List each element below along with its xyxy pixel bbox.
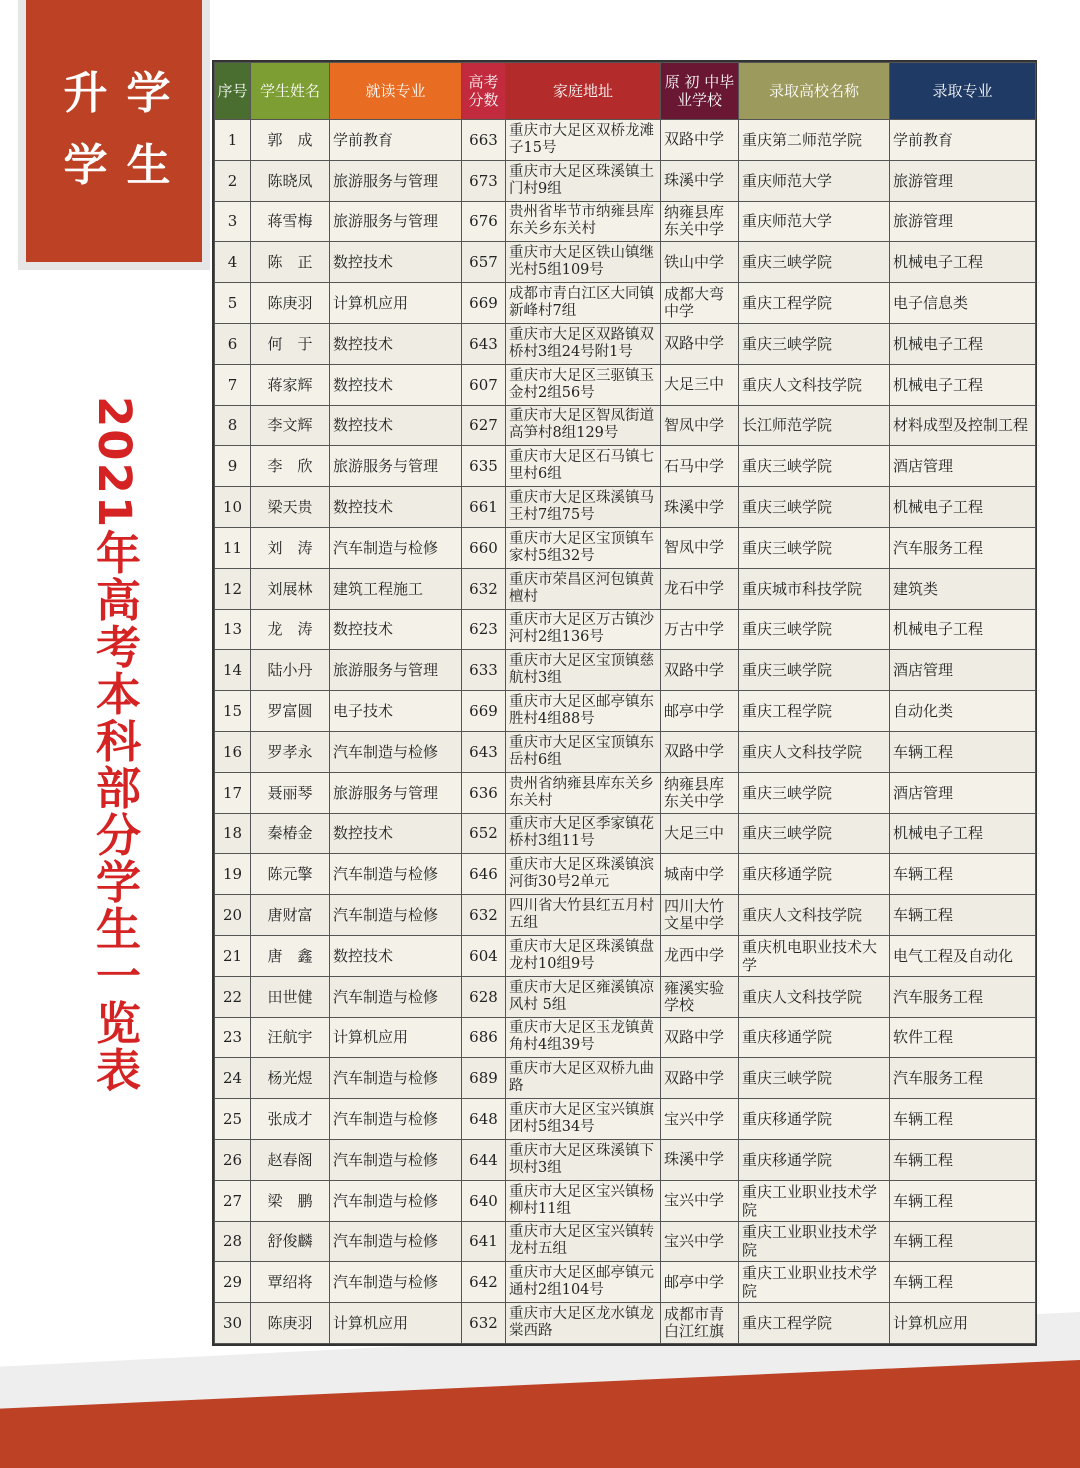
cell-student-name: 陈元擎 xyxy=(251,854,330,895)
cell-student-name: 蒋雪梅 xyxy=(251,201,330,242)
cell-admitted-major: 机械电子工程 xyxy=(890,813,1036,854)
cell-middle-school: 成都大弯中学 xyxy=(661,283,739,324)
cell-university: 重庆工业职业技术学院 xyxy=(739,1180,890,1221)
cell-address: 重庆市大足区珠溪镇盘龙村10组9号 xyxy=(506,935,661,976)
category-badge xyxy=(26,0,202,262)
table-row xyxy=(215,568,1036,609)
header-admitted-major: 录取专业 xyxy=(890,63,1036,120)
table-row xyxy=(215,854,1036,895)
table-row xyxy=(215,1139,1036,1180)
cell-student-name: 陈庚羽 xyxy=(251,283,330,324)
cell-admitted-major: 汽车服务工程 xyxy=(890,1058,1036,1099)
cell-middle-school: 双路中学 xyxy=(661,650,739,691)
badge-char: 生 xyxy=(126,140,171,191)
cell-middle-school: 纳雍县库东关中学 xyxy=(661,201,739,242)
table-row xyxy=(215,364,1036,405)
cell-address: 重庆市大足区雍溪镇凉风村 5组 xyxy=(506,976,661,1017)
cell-middle-school: 邮亭中学 xyxy=(661,691,739,732)
cell-score: 640 xyxy=(462,1180,506,1221)
cell-score: 632 xyxy=(462,568,506,609)
cell-address: 重庆市大足区宝兴镇旗团村5组34号 xyxy=(506,1099,661,1140)
table-row xyxy=(215,1262,1036,1303)
table-row xyxy=(215,1180,1036,1221)
cell-admitted-major: 酒店管理 xyxy=(890,772,1036,813)
cell-major: 旅游服务与管理 xyxy=(330,650,462,691)
cell-address: 重庆市荣昌区河包镇黄檀村 xyxy=(506,568,661,609)
table-row xyxy=(215,935,1036,976)
cell-score: 628 xyxy=(462,976,506,1017)
cell-middle-school: 双路中学 xyxy=(661,1017,739,1058)
cell-middle-school: 珠溪中学 xyxy=(661,487,739,528)
cell-address: 重庆市大足区季家镇花桥村3组11号 xyxy=(506,813,661,854)
cell-seq: 28 xyxy=(215,1221,251,1262)
cell-seq: 22 xyxy=(215,976,251,1017)
table-row xyxy=(215,242,1036,283)
cell-university: 重庆第二师范学院 xyxy=(739,120,890,161)
table-row xyxy=(215,731,1036,772)
cell-university: 重庆人文科技学院 xyxy=(739,895,890,936)
cell-address: 重庆市大足区铁山镇继光村5组109号 xyxy=(506,242,661,283)
cell-seq: 26 xyxy=(215,1139,251,1180)
cell-university: 重庆工程学院 xyxy=(739,1303,890,1344)
header-score: 高考分数 xyxy=(462,63,506,120)
cell-score: 635 xyxy=(462,446,506,487)
cell-address: 重庆市大足区宝顶镇慈航村3组 xyxy=(506,650,661,691)
cell-admitted-major: 机械电子工程 xyxy=(890,487,1036,528)
cell-seq: 4 xyxy=(215,242,251,283)
cell-score: 641 xyxy=(462,1221,506,1262)
cell-address: 重庆市大足区万古镇沙河村2组136号 xyxy=(506,609,661,650)
header-seq: 序号 xyxy=(215,63,251,120)
page-title: 2021年高考本科部分学生一览表 xyxy=(88,396,141,1094)
cell-student-name: 龙 涛 xyxy=(251,609,330,650)
cell-seq: 2 xyxy=(215,160,251,201)
table-row xyxy=(215,1303,1036,1344)
cell-major: 汽车制造与检修 xyxy=(330,731,462,772)
cell-score: 660 xyxy=(462,527,506,568)
table-row xyxy=(215,772,1036,813)
cell-major: 数控技术 xyxy=(330,364,462,405)
cell-university: 重庆移通学院 xyxy=(739,854,890,895)
header-row xyxy=(215,63,1036,120)
cell-seq: 16 xyxy=(215,731,251,772)
cell-major: 汽车制造与检修 xyxy=(330,1262,462,1303)
cell-address: 重庆市大足区龙水镇龙棠西路 xyxy=(506,1303,661,1344)
table-row xyxy=(215,283,1036,324)
cell-student-name: 唐 鑫 xyxy=(251,935,330,976)
cell-student-name: 陈庚羽 xyxy=(251,1303,330,1344)
cell-seq: 27 xyxy=(215,1180,251,1221)
cell-seq: 9 xyxy=(215,446,251,487)
cell-major: 建筑工程施工 xyxy=(330,568,462,609)
cell-score: 669 xyxy=(462,283,506,324)
cell-student-name: 汪航宇 xyxy=(251,1017,330,1058)
cell-middle-school: 石马中学 xyxy=(661,446,739,487)
students-table xyxy=(214,62,1036,1344)
cell-student-name: 刘展林 xyxy=(251,568,330,609)
cell-score: 661 xyxy=(462,487,506,528)
cell-university: 重庆三峡学院 xyxy=(739,242,890,283)
students-table-wrapper xyxy=(212,60,1037,1346)
cell-seq: 10 xyxy=(215,487,251,528)
cell-university: 重庆城市科技学院 xyxy=(739,568,890,609)
table-row xyxy=(215,1221,1036,1262)
cell-student-name: 杨光煜 xyxy=(251,1058,330,1099)
cell-student-name: 陆小丹 xyxy=(251,650,330,691)
cell-seq: 21 xyxy=(215,935,251,976)
cell-student-name: 舒俊麟 xyxy=(251,1221,330,1262)
cell-address: 重庆市大足区珠溪镇滨河街30号2单元 xyxy=(506,854,661,895)
cell-major: 计算机应用 xyxy=(330,1303,462,1344)
cell-score: 633 xyxy=(462,650,506,691)
cell-middle-school: 智凤中学 xyxy=(661,527,739,568)
cell-major: 汽车制造与检修 xyxy=(330,1139,462,1180)
cell-admitted-major: 车辆工程 xyxy=(890,1180,1036,1221)
cell-middle-school: 双路中学 xyxy=(661,120,739,161)
cell-address: 重庆市大足区珠溪镇下坝村3组 xyxy=(506,1139,661,1180)
cell-middle-school: 双路中学 xyxy=(661,1058,739,1099)
cell-middle-school: 城南中学 xyxy=(661,854,739,895)
cell-major: 数控技术 xyxy=(330,609,462,650)
cell-middle-school: 宝兴中学 xyxy=(661,1180,739,1221)
cell-score: 663 xyxy=(462,120,506,161)
cell-address: 贵州省毕节市纳雍县库东关乡东关村 xyxy=(506,201,661,242)
cell-major: 数控技术 xyxy=(330,935,462,976)
cell-admitted-major: 酒店管理 xyxy=(890,650,1036,691)
cell-seq: 24 xyxy=(215,1058,251,1099)
cell-seq: 30 xyxy=(215,1303,251,1344)
cell-address: 重庆市大足区双桥九曲路 xyxy=(506,1058,661,1099)
header-middle-school: 原 初 中毕业学校 xyxy=(661,63,739,120)
cell-major: 汽车制造与检修 xyxy=(330,895,462,936)
cell-major: 汽车制造与检修 xyxy=(330,1180,462,1221)
cell-admitted-major: 电气工程及自动化 xyxy=(890,935,1036,976)
cell-university: 重庆机电职业技术大学 xyxy=(739,935,890,976)
cell-score: 673 xyxy=(462,160,506,201)
table-row xyxy=(215,201,1036,242)
cell-university: 重庆师范大学 xyxy=(739,201,890,242)
cell-major: 旅游服务与管理 xyxy=(330,201,462,242)
cell-middle-school: 铁山中学 xyxy=(661,242,739,283)
cell-address: 重庆市大足区宝顶镇东岳村6组 xyxy=(506,731,661,772)
cell-university: 重庆三峡学院 xyxy=(739,650,890,691)
cell-address: 重庆市大足区邮亭镇元通村2组104号 xyxy=(506,1262,661,1303)
cell-admitted-major: 汽车服务工程 xyxy=(890,976,1036,1017)
cell-university: 重庆三峡学院 xyxy=(739,527,890,568)
cell-middle-school: 智凤中学 xyxy=(661,405,739,446)
table-row xyxy=(215,895,1036,936)
cell-score: 623 xyxy=(462,609,506,650)
cell-admitted-major: 车辆工程 xyxy=(890,1139,1036,1180)
badge-char: 学 xyxy=(126,68,171,119)
cell-major: 旅游服务与管理 xyxy=(330,772,462,813)
cell-seq: 15 xyxy=(215,691,251,732)
cell-middle-school: 珠溪中学 xyxy=(661,1139,739,1180)
cell-university: 重庆移通学院 xyxy=(739,1017,890,1058)
badge-char: 学 xyxy=(63,140,108,191)
table-row xyxy=(215,691,1036,732)
cell-major: 汽车制造与检修 xyxy=(330,1221,462,1262)
cell-score: 648 xyxy=(462,1099,506,1140)
cell-university: 重庆移通学院 xyxy=(739,1099,890,1140)
cell-score: 636 xyxy=(462,772,506,813)
cell-admitted-major: 材料成型及控制工程 xyxy=(890,405,1036,446)
cell-middle-school: 大足三中 xyxy=(661,364,739,405)
cell-admitted-major: 酒店管理 xyxy=(890,446,1036,487)
cell-address: 成都市青白江区大同镇新峰村7组 xyxy=(506,283,661,324)
cell-admitted-major: 机械电子工程 xyxy=(890,323,1036,364)
cell-address: 重庆市大足区智凤街道高笋村8组129号 xyxy=(506,405,661,446)
cell-student-name: 张成才 xyxy=(251,1099,330,1140)
cell-seq: 29 xyxy=(215,1262,251,1303)
cell-admitted-major: 机械电子工程 xyxy=(890,242,1036,283)
cell-university: 重庆工业职业技术学院 xyxy=(739,1262,890,1303)
cell-admitted-major: 旅游管理 xyxy=(890,160,1036,201)
cell-middle-school: 四川大竹文星中学 xyxy=(661,895,739,936)
cell-middle-school: 雍溪实验学校 xyxy=(661,976,739,1017)
cell-major: 旅游服务与管理 xyxy=(330,160,462,201)
cell-major: 汽车制造与检修 xyxy=(330,527,462,568)
cell-address: 重庆市大足区宝兴镇杨柳村11组 xyxy=(506,1180,661,1221)
cell-score: 652 xyxy=(462,813,506,854)
cell-seq: 25 xyxy=(215,1099,251,1140)
table-row xyxy=(215,160,1036,201)
cell-student-name: 蒋家辉 xyxy=(251,364,330,405)
cell-major: 数控技术 xyxy=(330,323,462,364)
cell-student-name: 梁 鹏 xyxy=(251,1180,330,1221)
cell-major: 汽车制造与检修 xyxy=(330,1099,462,1140)
table-row xyxy=(215,120,1036,161)
cell-university: 重庆三峡学院 xyxy=(739,446,890,487)
cell-middle-school: 双路中学 xyxy=(661,731,739,772)
cell-address: 重庆市大足区邮亭镇东胜村4组88号 xyxy=(506,691,661,732)
cell-admitted-major: 自动化类 xyxy=(890,691,1036,732)
cell-major: 汽车制造与检修 xyxy=(330,854,462,895)
cell-address: 重庆市大足区珠溪镇土门村9组 xyxy=(506,160,661,201)
cell-score: 686 xyxy=(462,1017,506,1058)
cell-major: 汽车制造与检修 xyxy=(330,976,462,1017)
cell-student-name: 罗孝永 xyxy=(251,731,330,772)
cell-admitted-major: 机械电子工程 xyxy=(890,609,1036,650)
cell-university: 重庆人文科技学院 xyxy=(739,731,890,772)
cell-student-name: 赵春阁 xyxy=(251,1139,330,1180)
cell-university: 重庆工程学院 xyxy=(739,283,890,324)
cell-major: 数控技术 xyxy=(330,242,462,283)
cell-student-name: 李文辉 xyxy=(251,405,330,446)
cell-student-name: 陈 正 xyxy=(251,242,330,283)
table-row xyxy=(215,527,1036,568)
table-row xyxy=(215,813,1036,854)
cell-student-name: 田世健 xyxy=(251,976,330,1017)
table-row xyxy=(215,650,1036,691)
cell-seq: 1 xyxy=(215,120,251,161)
cell-major: 电子技术 xyxy=(330,691,462,732)
cell-address: 重庆市大足区石马镇七里村6组 xyxy=(506,446,661,487)
header-address: 家庭地址 xyxy=(506,63,661,120)
cell-major: 学前教育 xyxy=(330,120,462,161)
table-row xyxy=(215,1099,1036,1140)
cell-score: 627 xyxy=(462,405,506,446)
cell-university: 重庆三峡学院 xyxy=(739,323,890,364)
cell-score: 646 xyxy=(462,854,506,895)
table-row xyxy=(215,446,1036,487)
cell-seq: 12 xyxy=(215,568,251,609)
cell-seq: 17 xyxy=(215,772,251,813)
cell-score: 657 xyxy=(462,242,506,283)
cell-address: 四川省大竹县红五月村五组 xyxy=(506,895,661,936)
cell-seq: 5 xyxy=(215,283,251,324)
cell-major: 汽车制造与检修 xyxy=(330,1058,462,1099)
cell-university: 重庆工程学院 xyxy=(739,691,890,732)
cell-admitted-major: 车辆工程 xyxy=(890,1221,1036,1262)
cell-middle-school: 珠溪中学 xyxy=(661,160,739,201)
cell-admitted-major: 旅游管理 xyxy=(890,201,1036,242)
cell-admitted-major: 计算机应用 xyxy=(890,1303,1036,1344)
cell-seq: 14 xyxy=(215,650,251,691)
cell-admitted-major: 车辆工程 xyxy=(890,1099,1036,1140)
cell-student-name: 何 于 xyxy=(251,323,330,364)
cell-seq: 13 xyxy=(215,609,251,650)
cell-seq: 6 xyxy=(215,323,251,364)
cell-university: 重庆三峡学院 xyxy=(739,813,890,854)
table-row xyxy=(215,976,1036,1017)
cell-admitted-major: 车辆工程 xyxy=(890,895,1036,936)
cell-admitted-major: 车辆工程 xyxy=(890,854,1036,895)
cell-admitted-major: 学前教育 xyxy=(890,120,1036,161)
cell-student-name: 秦椿金 xyxy=(251,813,330,854)
table-row xyxy=(215,405,1036,446)
cell-middle-school: 宝兴中学 xyxy=(661,1221,739,1262)
cell-middle-school: 大足三中 xyxy=(661,813,739,854)
cell-student-name: 覃绍将 xyxy=(251,1262,330,1303)
table-row xyxy=(215,1017,1036,1058)
cell-score: 642 xyxy=(462,1262,506,1303)
cell-address: 重庆市大足区双路镇双桥村3组24号附1号 xyxy=(506,323,661,364)
cell-university: 长江师范学院 xyxy=(739,405,890,446)
cell-middle-school: 邮亭中学 xyxy=(661,1262,739,1303)
cell-admitted-major: 电子信息类 xyxy=(890,283,1036,324)
cell-middle-school: 双路中学 xyxy=(661,323,739,364)
cell-admitted-major: 软件工程 xyxy=(890,1017,1036,1058)
cell-university: 重庆人文科技学院 xyxy=(739,364,890,405)
cell-student-name: 李 欣 xyxy=(251,446,330,487)
cell-university: 重庆三峡学院 xyxy=(739,772,890,813)
table-row xyxy=(215,609,1036,650)
cell-middle-school: 万古中学 xyxy=(661,609,739,650)
cell-major: 计算机应用 xyxy=(330,1017,462,1058)
cell-score: 643 xyxy=(462,323,506,364)
cell-university: 重庆师范大学 xyxy=(739,160,890,201)
header-major: 就读专业 xyxy=(330,63,462,120)
cell-middle-school: 成都市青白江红旗 xyxy=(661,1303,739,1344)
header-university: 录取高校名称 xyxy=(739,63,890,120)
cell-score: 676 xyxy=(462,201,506,242)
table-row xyxy=(215,1058,1036,1099)
cell-student-name: 郭 成 xyxy=(251,120,330,161)
cell-student-name: 梁天贵 xyxy=(251,487,330,528)
cell-university: 重庆人文科技学院 xyxy=(739,976,890,1017)
cell-admitted-major: 车辆工程 xyxy=(890,1262,1036,1303)
cell-address: 贵州省纳雍县库东关乡东关村 xyxy=(506,772,661,813)
cell-admitted-major: 建筑类 xyxy=(890,568,1036,609)
cell-score: 669 xyxy=(462,691,506,732)
table-row xyxy=(215,487,1036,528)
cell-seq: 7 xyxy=(215,364,251,405)
cell-university: 重庆三峡学院 xyxy=(739,487,890,528)
cell-middle-school: 宝兴中学 xyxy=(661,1099,739,1140)
cell-admitted-major: 机械电子工程 xyxy=(890,364,1036,405)
cell-score: 644 xyxy=(462,1139,506,1180)
cell-university: 重庆工业职业技术学院 xyxy=(739,1221,890,1262)
cell-seq: 3 xyxy=(215,201,251,242)
cell-major: 数控技术 xyxy=(330,487,462,528)
cell-student-name: 罗富圆 xyxy=(251,691,330,732)
cell-major: 数控技术 xyxy=(330,405,462,446)
cell-student-name: 刘 涛 xyxy=(251,527,330,568)
cell-address: 重庆市大足区双桥龙滩子15号 xyxy=(506,120,661,161)
cell-middle-school: 龙石中学 xyxy=(661,568,739,609)
cell-seq: 19 xyxy=(215,854,251,895)
cell-seq: 18 xyxy=(215,813,251,854)
badge-char: 升 xyxy=(63,68,108,119)
cell-seq: 11 xyxy=(215,527,251,568)
cell-score: 604 xyxy=(462,935,506,976)
cell-major: 计算机应用 xyxy=(330,283,462,324)
cell-university: 重庆移通学院 xyxy=(739,1139,890,1180)
cell-address: 重庆市大足区宝顶镇车家村5组32号 xyxy=(506,527,661,568)
cell-score: 643 xyxy=(462,731,506,772)
cell-score: 689 xyxy=(462,1058,506,1099)
cell-score: 632 xyxy=(462,1303,506,1344)
cell-address: 重庆市大足区宝兴镇转龙村五组 xyxy=(506,1221,661,1262)
cell-score: 607 xyxy=(462,364,506,405)
cell-major: 旅游服务与管理 xyxy=(330,446,462,487)
cell-seq: 8 xyxy=(215,405,251,446)
table-row xyxy=(215,323,1036,364)
header-name: 学生姓名 xyxy=(251,63,330,120)
cell-admitted-major: 汽车服务工程 xyxy=(890,527,1036,568)
cell-middle-school: 龙西中学 xyxy=(661,935,739,976)
cell-university: 重庆三峡学院 xyxy=(739,1058,890,1099)
cell-score: 632 xyxy=(462,895,506,936)
cell-seq: 20 xyxy=(215,895,251,936)
cell-university: 重庆三峡学院 xyxy=(739,609,890,650)
cell-seq: 23 xyxy=(215,1017,251,1058)
cell-address: 重庆市大足区珠溪镇马王村7组75号 xyxy=(506,487,661,528)
cell-address: 重庆市大足区玉龙镇黄角村4组39号 xyxy=(506,1017,661,1058)
cell-middle-school: 纳雍县库东关中学 xyxy=(661,772,739,813)
cell-major: 数控技术 xyxy=(330,813,462,854)
cell-address: 重庆市大足区三驱镇玉金村2组56号 xyxy=(506,364,661,405)
cell-student-name: 聂丽琴 xyxy=(251,772,330,813)
cell-student-name: 陈晓凤 xyxy=(251,160,330,201)
cell-admitted-major: 车辆工程 xyxy=(890,731,1036,772)
cell-student-name: 唐财富 xyxy=(251,895,330,936)
